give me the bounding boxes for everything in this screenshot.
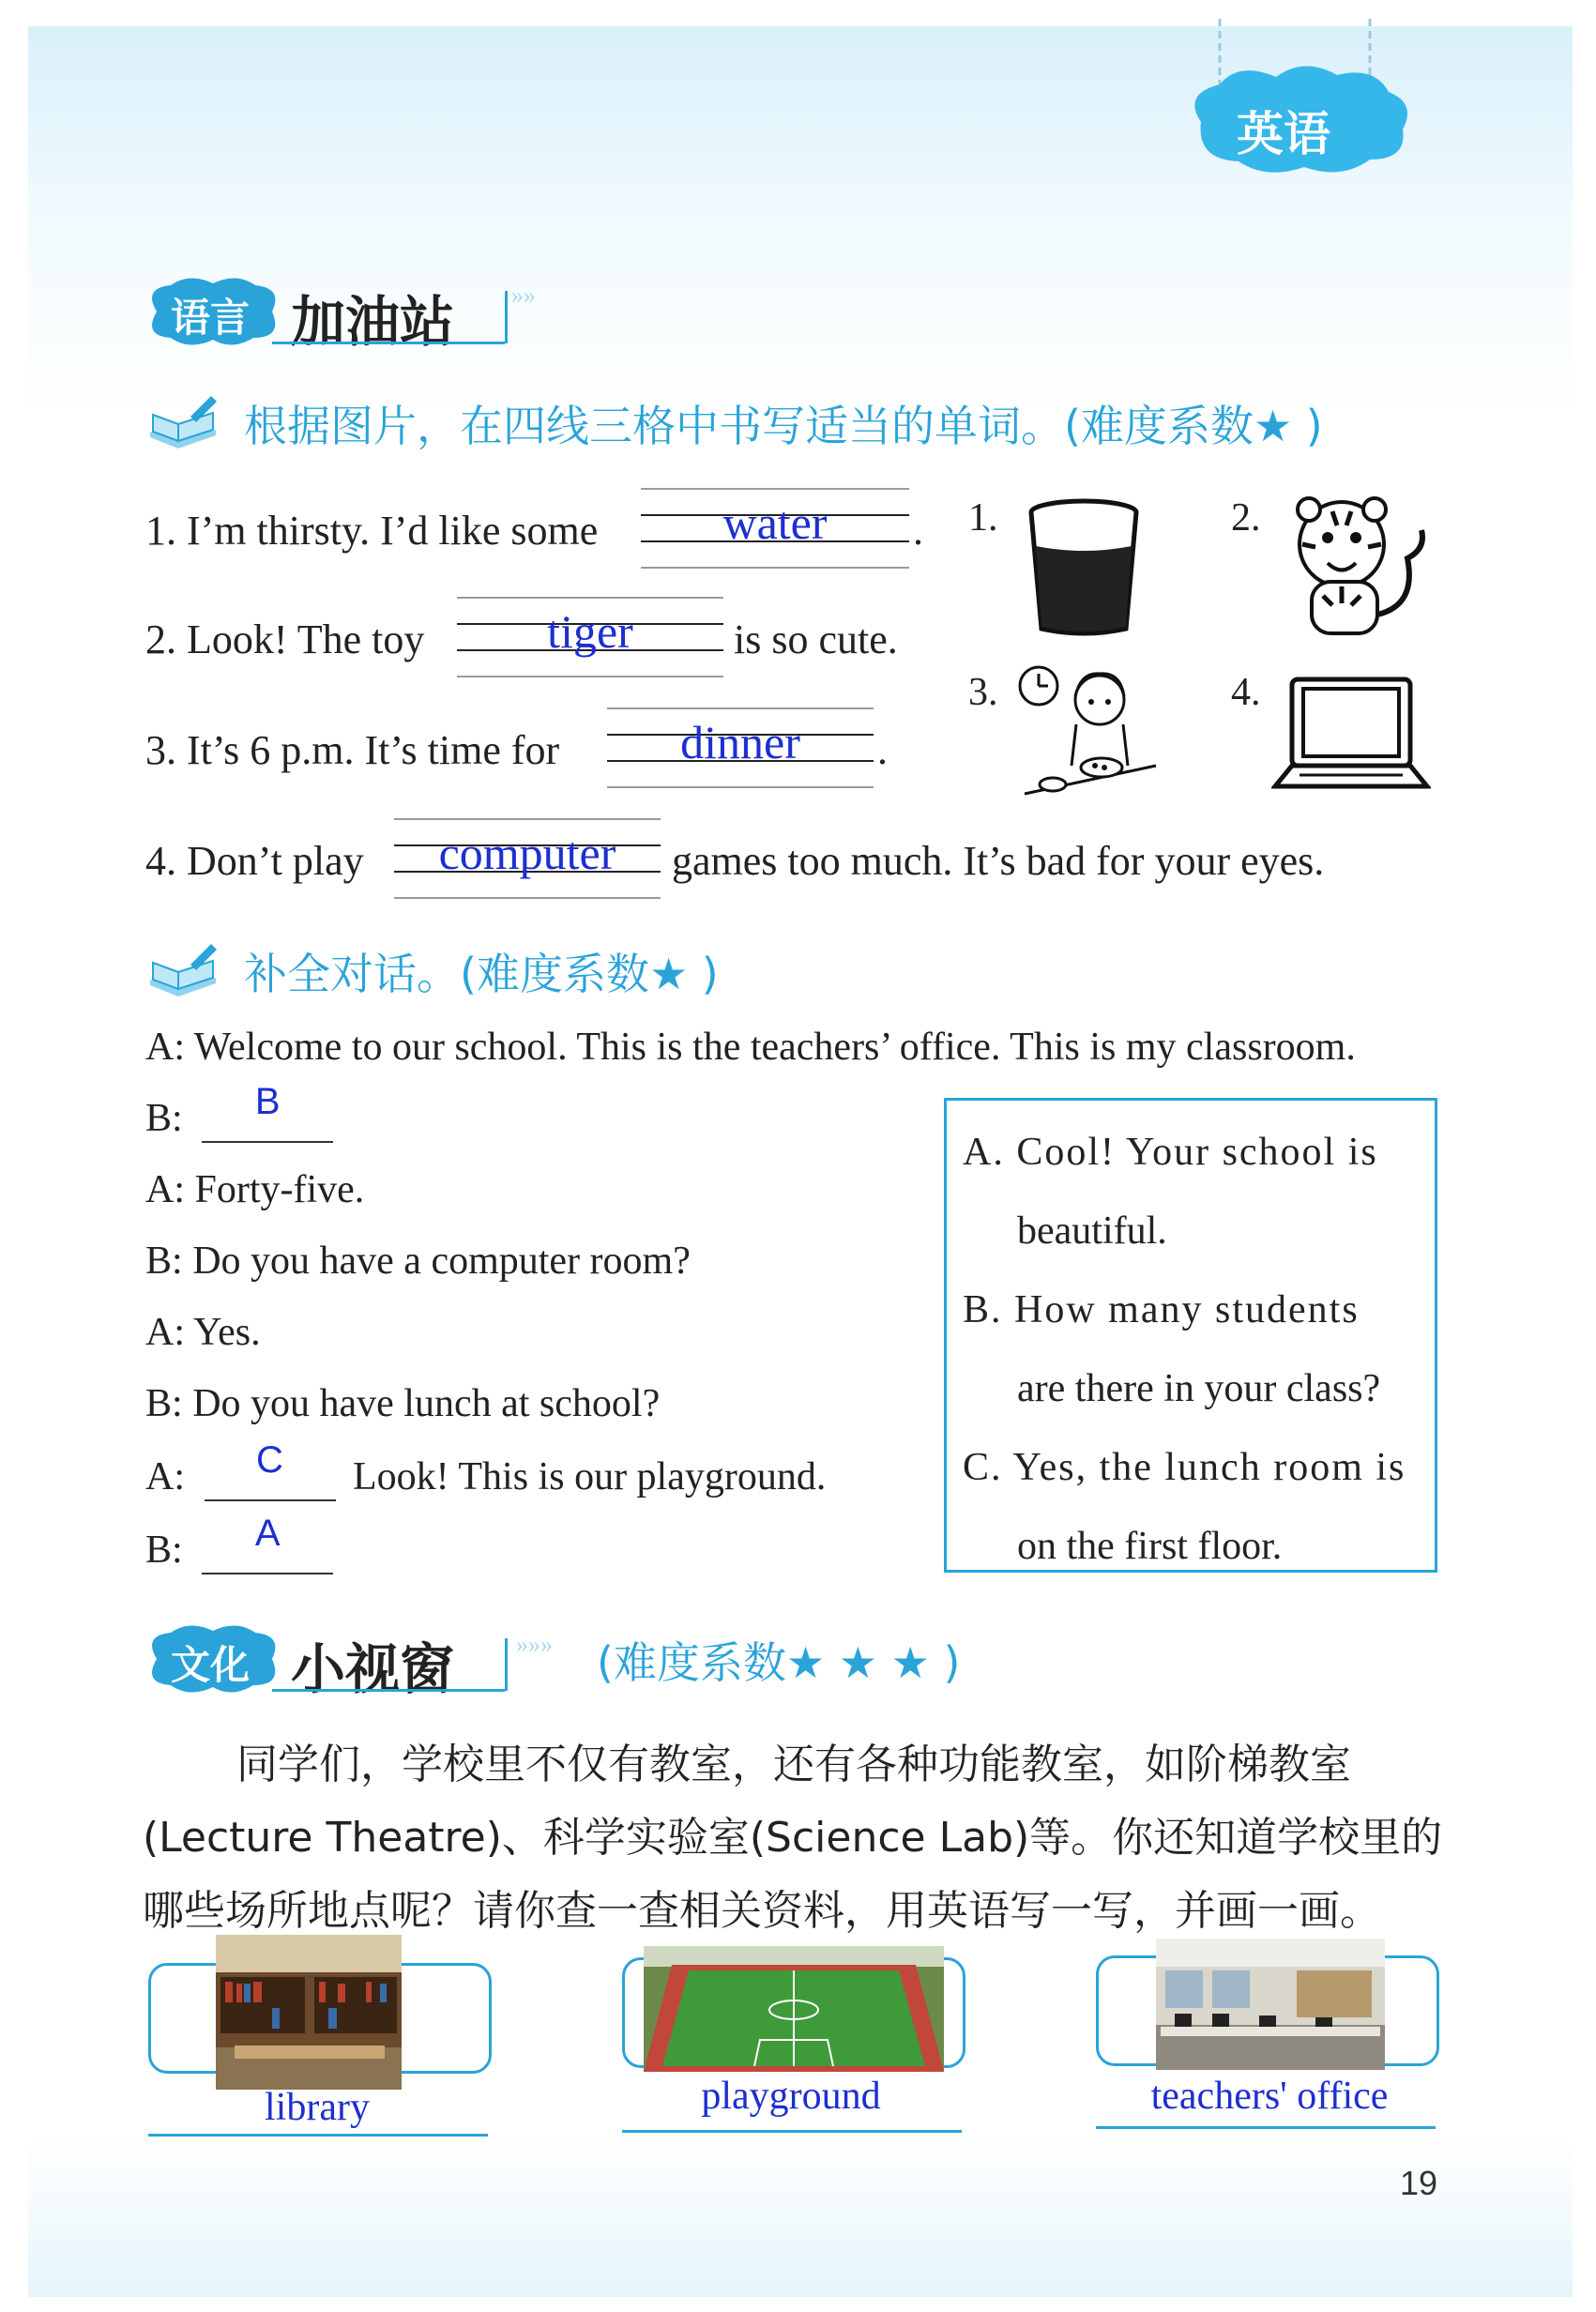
library-photo — [216, 1935, 402, 2090]
question-text: Don’t play — [187, 838, 364, 884]
place-answer-line — [1096, 2126, 1436, 2129]
section1-title-edge — [505, 291, 508, 343]
glass-of-water-icon — [1023, 497, 1145, 638]
dialogue-line-1 — [145, 1025, 1356, 1070]
dialogue-text: Welcome to our school. This is the teachers’ office. This is my classroom. — [193, 1026, 1356, 1069]
picture-number: 1. — [968, 496, 998, 540]
question-1 — [145, 507, 598, 555]
question-number: 3. — [145, 727, 176, 773]
dialogue-line-6 — [145, 1381, 660, 1426]
section3-title-edge — [505, 1638, 508, 1691]
toy-tiger-icon — [1276, 493, 1436, 643]
paragraph-line-1: 同学们，学校里不仅有教室，还有各种功能教室，如阶梯教室 — [236, 1741, 1351, 1788]
question-text-after: . — [913, 508, 923, 554]
question-number: 2. — [145, 616, 176, 662]
section2-instruction: 补全对话。(难度系数★ ) — [244, 949, 719, 999]
question-3 — [145, 726, 559, 774]
speaker: B: — [145, 1529, 183, 1572]
speaker: A: — [145, 1455, 185, 1498]
section3-difficulty: (难度系数★ ★ ★ ) — [597, 1637, 961, 1688]
open-book-icon — [145, 942, 220, 998]
teachers-office-photo — [1156, 1939, 1385, 2070]
dialogue-line-5 — [145, 1310, 261, 1355]
question-text-after: is so cute. — [734, 616, 898, 662]
dialogue-text: Do you have lunch at school? — [192, 1382, 661, 1425]
laptop-computer-icon — [1271, 674, 1431, 796]
picture-number: 3. — [968, 671, 998, 714]
question-text: I’m thirsty. I’d like some — [187, 508, 599, 554]
page-number: 19 — [1400, 2164, 1438, 2202]
question-text-after: . — [877, 727, 888, 773]
speaker: A: — [145, 1311, 185, 1354]
dialogue-answer: A — [254, 1513, 281, 1554]
question-text: Look! The toy — [187, 616, 425, 662]
dialogue-text: Look! This is our playground. — [353, 1455, 827, 1498]
option-b: B. How many students are there in your class? — [963, 1288, 1381, 1410]
section3-badge: 文化 — [171, 1642, 251, 1688]
chevron-decoration-icon: »» — [511, 281, 536, 309]
dialogue-text: Forty-five. — [194, 1168, 365, 1211]
question-4 — [145, 837, 364, 885]
paragraph-line-2: (Lecture Theatre)、科学实验室(Science Lab)等。你还知道学校里的 — [143, 1814, 1443, 1862]
place-label-teachers-office: teachers' office — [1150, 2075, 1389, 2118]
section3-title-underline — [272, 1689, 505, 1692]
question-text: It’s 6 p.m. It’s time for — [187, 727, 560, 773]
option-c: C. Yes, the lunch room is on the first floor. — [963, 1446, 1406, 1568]
open-book-icon — [145, 394, 220, 450]
question-2 — [145, 616, 424, 663]
section1-title-underline — [272, 342, 505, 344]
speaker: B: — [145, 1240, 183, 1283]
paragraph-line-3: 哪些场所地点呢？请你查一查相关资料，用英语写一写，并画一画。 — [143, 1887, 1381, 1935]
subject-tag: 英语 — [1237, 107, 1330, 161]
dialogue-answer: B — [254, 1081, 281, 1122]
place-answer-line — [148, 2134, 488, 2137]
dialogue-text: Yes. — [192, 1311, 261, 1354]
answer-word-1: water — [722, 496, 828, 549]
place-label-playground: playground — [701, 2075, 881, 2118]
dialogue-answer: C — [256, 1439, 283, 1481]
answer-word-3: dinner — [680, 716, 800, 768]
section3-title: 小视窗 — [291, 1637, 455, 1701]
question-number: 4. — [145, 838, 176, 884]
speaker: B: — [145, 1097, 183, 1140]
dialogue-line-8 — [145, 1513, 333, 1574]
dialogue-line-4 — [145, 1239, 691, 1284]
place-label-library: library — [265, 2086, 370, 2129]
girl-eating-dinner-icon — [1015, 662, 1165, 803]
question-text-after: games too much. It’s bad for your eyes. — [672, 838, 1325, 884]
picture-number: 4. — [1231, 671, 1261, 714]
dialogue-line-2 — [145, 1081, 333, 1143]
question-number: 1. — [145, 508, 176, 554]
option-a: A. Cool! Your school is beautiful. — [963, 1131, 1378, 1253]
section1-title: 加油站 — [291, 290, 455, 354]
answer-word-2: tiger — [547, 605, 633, 658]
speaker: B: — [145, 1382, 183, 1425]
dialogue-line-3 — [145, 1167, 364, 1212]
speaker: A: — [145, 1168, 185, 1211]
section1-badge: 语言 — [171, 295, 251, 341]
dialogue-line-7 — [145, 1439, 827, 1501]
answer-word-4: computer — [438, 827, 616, 879]
picture-number: 2. — [1231, 496, 1261, 540]
speaker: A: — [145, 1026, 185, 1069]
place-answer-line — [622, 2130, 962, 2133]
dialogue-text: Do you have a computer room? — [192, 1240, 691, 1283]
playground-photo — [644, 1946, 944, 2072]
chevron-decoration-icon: »»» — [516, 1631, 553, 1658]
options-list — [963, 1113, 1422, 1586]
section1-instruction: 根据图片，在四线三格中书写适当的单词。(难度系数★ ) — [244, 401, 1323, 451]
